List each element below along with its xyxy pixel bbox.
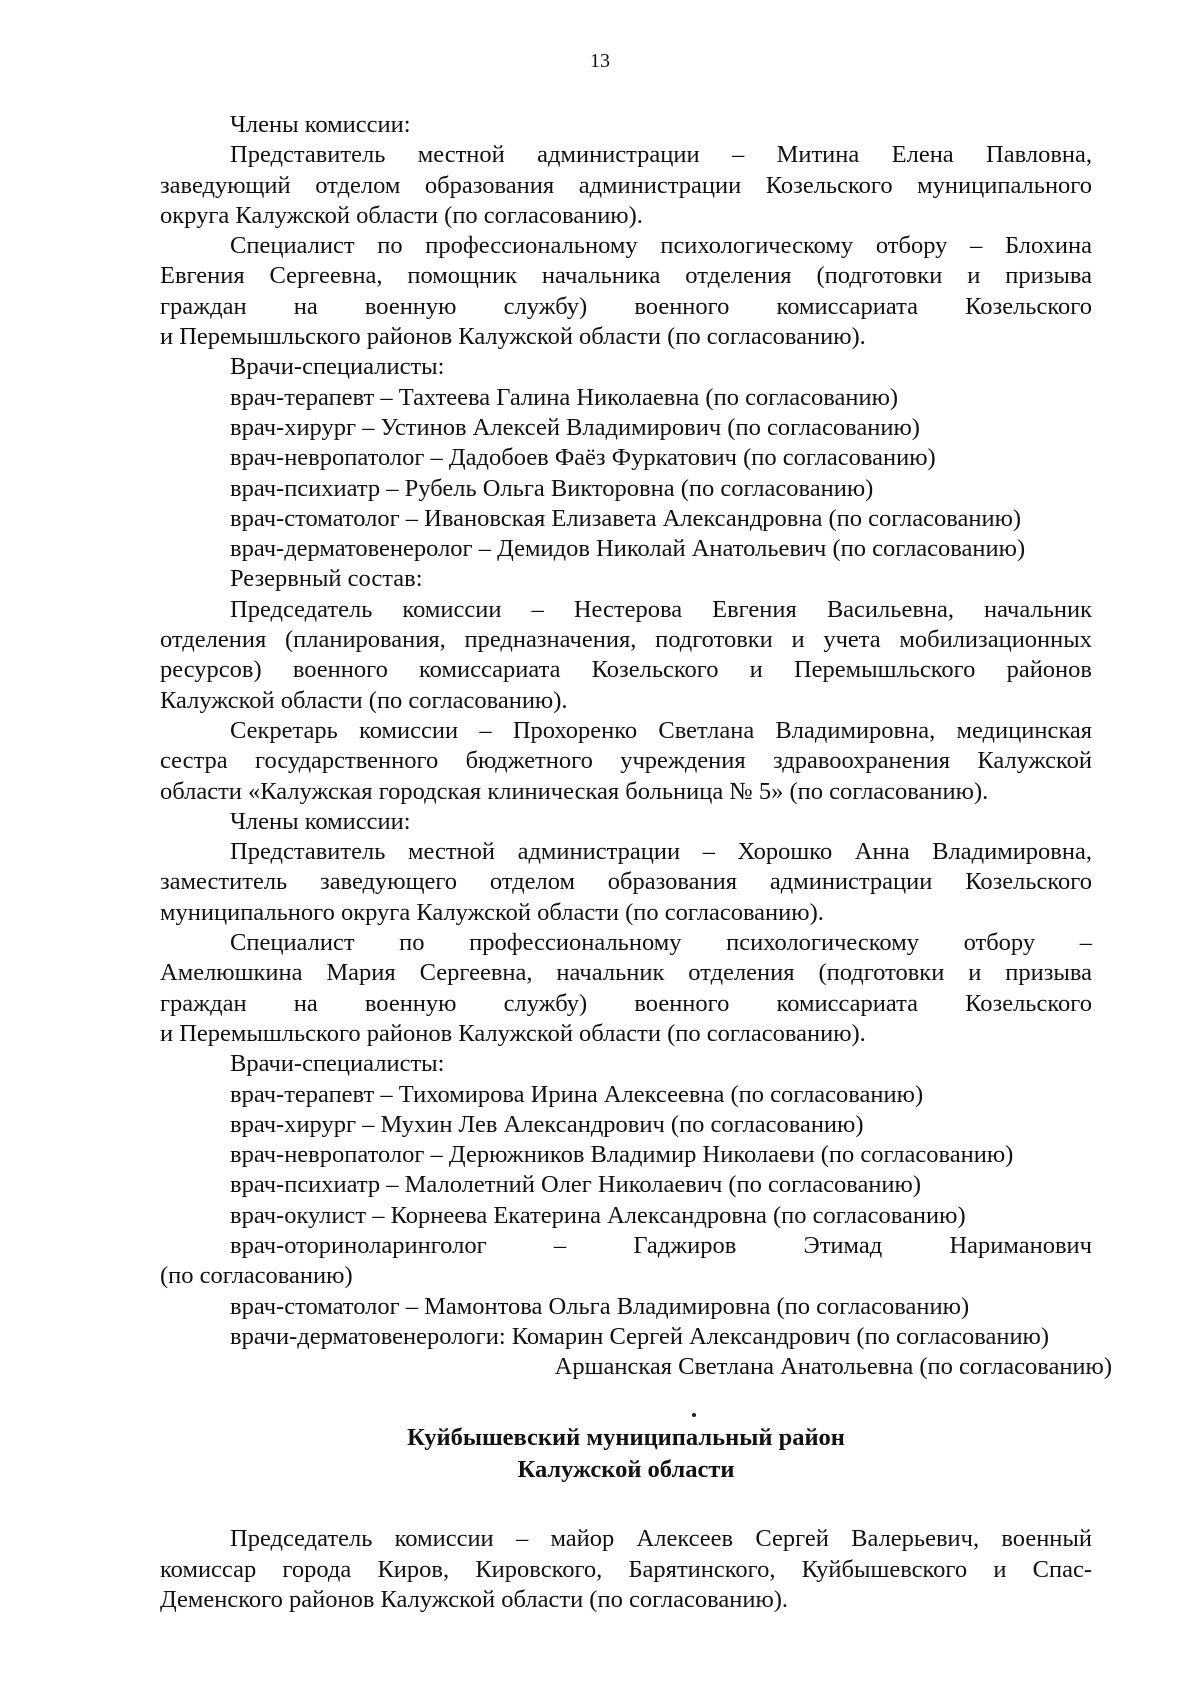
text-line: Представитель местной администрации – Хорошко Анна Владимировна, [230,838,1092,866]
reserve-doctors-list [160,1080,1112,1383]
word: военную [364,292,457,320]
text-line: Председатель комиссии – Нестерова Евгения Васильевна, начальник [230,595,1092,623]
list-item: врач-терапевт – Тихомирова Ирина Алексеевна (по согласованию) [230,1080,924,1108]
text-line: заведующий отделом образования администрации Козельского муниципального [160,171,1092,199]
word: психологическому [726,929,919,957]
text-line [160,292,1092,322]
heading-line: Куйбышевский муниципальный район [407,1424,845,1452]
text-line: муниципального округа Калужской области (по согласованию). [160,898,824,926]
word: граждан [160,292,247,320]
stray-dot [692,1413,696,1417]
text-line: сестра государственного бюджетного учреждения здравоохранения Калужской [160,747,1092,775]
text-line: округа Калужской области (по согласованию). [160,201,643,229]
word: профессиональному [469,929,682,957]
document-body [160,110,1112,1615]
list-item-continuation: (по согласованию) [160,1262,353,1290]
rep-paragraph [160,140,1092,231]
word: Гаджиров [633,1231,737,1259]
word: отбору [963,929,1036,957]
spacer [160,1382,1092,1422]
word: Специалист [230,929,355,957]
text-line: ресурсов) военного комиссариата Козельского и Перемышльского районов [160,656,1092,684]
word: по [399,929,425,957]
text-line [160,989,1092,1019]
text-line: и Перемышльского районов Калужской области (по согласованию). [160,323,866,351]
list-item: врач-терапевт – Тахтеева Галина Николаевна (по согласованию) [230,383,899,411]
list-item: врач-дерматовенеролог – Демидов Николай Анатольевич (по согласованию) [230,535,1026,563]
members-heading: Члены комиссии: [230,111,411,138]
list-item: врач-хирург – Мухин Лев Александрович (по согласованию) [230,1110,864,1138]
list-item: врач-хирург – Устинов Алексей Владимирович (по согласованию) [230,413,920,441]
reserve-secretary-paragraph [160,716,1092,807]
heading-line: Калужской области [517,1456,735,1484]
list-item: врач-невропатолог – Дадобоев Фаёз Фуркатович (по согласованию) [230,444,936,472]
text-line: Секретарь комиссии – Прохоренко Светлана Владимировна, медицинская [230,716,1092,744]
word: Козельского [965,989,1092,1017]
list-item: врач-стоматолог – Мамонтова Ольга Владимировна (по согласованию) [230,1292,970,1320]
list-item: врач-стоматолог – Ивановская Елизавета Александровна (по согласованию) [230,504,1022,532]
word: – [553,1231,567,1259]
text-line: комиссар города Киров, Кировского, Барятинского, Куйбышевского и Спас- [160,1555,1092,1583]
psych-paragraph [160,231,1092,352]
page-number: 13 [590,50,610,72]
reserve-members-heading: Члены комиссии: [230,807,411,835]
text-line: и Перемышльского районов Калужской области (по согласованию). [160,1019,866,1047]
text-line [160,928,1092,958]
text-line: Евгения Сергеевна, помощник начальника отделения (подготовки и призыва [160,262,1092,290]
word: граждан [160,989,247,1017]
word: военного [634,989,730,1017]
text-line: области «Калужская городская клиническая больница № 5» (по согласованию). [160,777,989,805]
word: комиссариата [776,989,918,1017]
text-line: заместитель заведующего отделом образования администрации Козельского [160,868,1092,896]
kuibyshev-chair-paragraph [160,1524,1092,1615]
reserve-rep-paragraph [160,837,1092,928]
list-item: врач-невропатолог – Дерюжников Владимир Николаеви (по согласованию) [230,1141,1014,1169]
reserve-heading: Резервный состав: [230,565,423,593]
text-line: Председатель комиссии – майор Алексеев Сергей Валерьевич, военный [230,1525,1092,1553]
reserve-doctors-heading: Врачи-специалисты: [230,1050,445,1078]
text-line: отделения (планирования, предназначения, подготовки и учета мобилизационных [160,626,1092,654]
word: на [293,292,318,320]
text-line: Деменского районов Калужской области (по согласованию). [160,1586,789,1614]
text-line: Представитель местной администрации – Митина Елена Павловна, [230,141,1092,169]
list-item: врач-психиатр – Малолетний Олег Николаевич (по согласованию) [230,1171,922,1199]
word: военную [364,989,457,1017]
section-heading [160,1422,1092,1486]
word: Козельского [965,292,1092,320]
list-item [160,1231,1092,1261]
word: Этимад [803,1231,883,1259]
list-item: врач-окулист – Корнеева Екатерина Александровна (по согласованию) [230,1201,966,1229]
spacer [160,1486,1092,1524]
text-line: Амелюшкина Мария Сергеевна, начальник отделения (подготовки и призыва [160,959,1092,987]
word: службу) [503,292,588,320]
word: службу) [503,989,588,1017]
list-item: врач-психиатр – Рубель Ольга Викторовна (по согласованию) [230,474,874,502]
text-line: Калужской области (по согласованию). [160,686,568,714]
word: – [1079,929,1092,957]
reserve-chair-paragraph [160,595,1092,716]
word: Нариманович [949,1231,1092,1259]
word: врач-оториноларинголог [230,1231,487,1259]
text-line: Специалист по профессиональному психологическому отбору – Блохина [230,232,1092,260]
list-item: врачи-дерматовенерологи: Комарин Сергей Александрович (по согласованию) [230,1322,1050,1350]
word: на [293,989,318,1017]
word: комиссариата [776,292,918,320]
reserve-psych-paragraph [160,928,1092,1049]
doctors-list [160,383,1092,565]
word: военного [634,292,730,320]
list-item-continuation: Аршанская Светлана Анатольевна (по согласованию) [554,1353,1112,1381]
doctors-heading: Врачи-специалисты: [230,353,445,381]
